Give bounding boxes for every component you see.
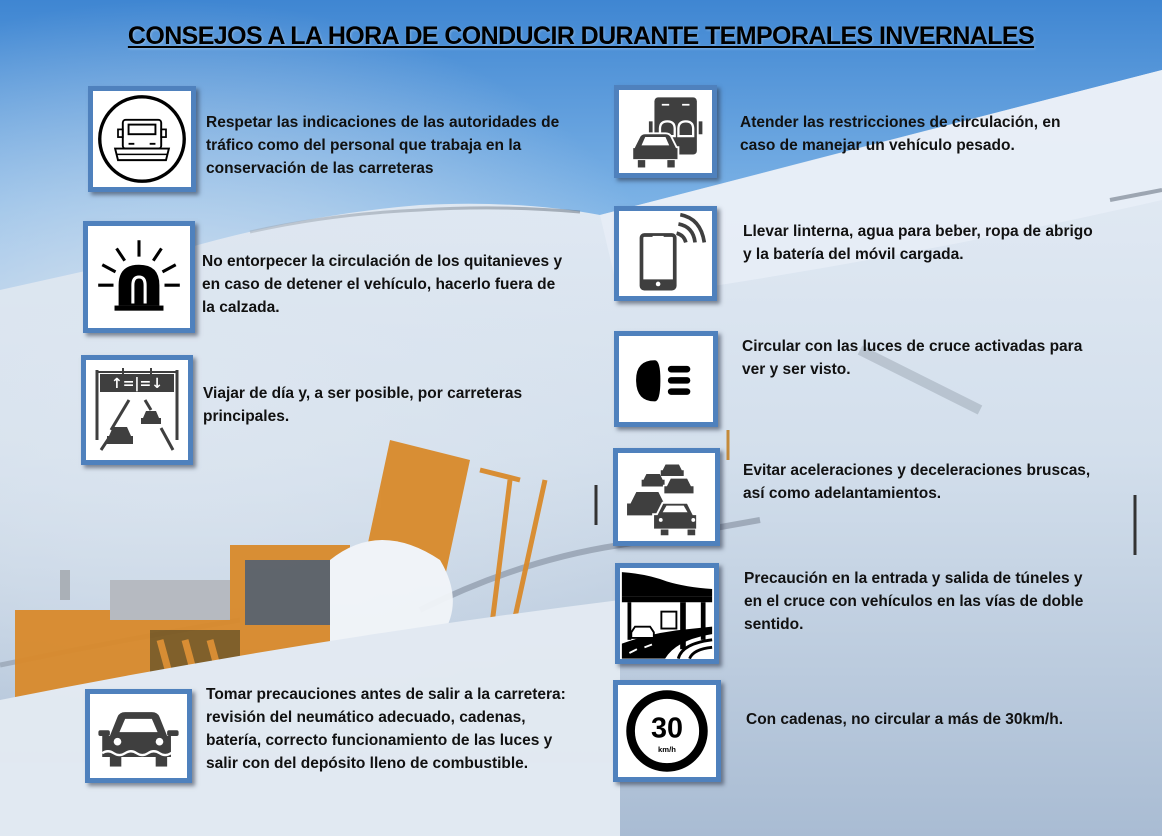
tip-text: Viajar de día y, a ser posible, por carreteras principales. bbox=[203, 385, 523, 425]
speed-limit-unit: km/h bbox=[658, 745, 676, 755]
tip-text: Tomar precauciones antes de salir a la carretera: revisión del neumático adecuado, cadenas, batería, correcto funcionamiento de las luces y salir con del depósito lleno de combustible. bbox=[206, 686, 566, 772]
snowplow-sign-icon bbox=[93, 91, 191, 187]
tip-card-traffic bbox=[613, 448, 720, 546]
truck-car-icon bbox=[619, 90, 712, 173]
page-title: CONSEJOS A LA HORA DE CONDUCIR DURANTE TEMPORALES INVERNALES bbox=[127, 22, 1035, 50]
tip-card-car-check bbox=[85, 689, 192, 783]
tip-card-truck bbox=[614, 85, 717, 178]
car-check-icon bbox=[90, 694, 187, 778]
traffic-jam-icon bbox=[618, 453, 715, 541]
tip-card-headlights bbox=[614, 331, 718, 427]
speed-limit-icon bbox=[618, 685, 716, 777]
tip-card-tunnel bbox=[615, 563, 719, 664]
svg-text:↑=|=↓: ↑=|=↓ bbox=[110, 376, 164, 392]
tip-text: Respetar las indicaciones de las autoridades de tráfico como del personal que trabaja en la conservación de las carreteras bbox=[206, 114, 560, 177]
speed-limit-value: 30 bbox=[651, 712, 683, 745]
tip-text: Atender las restricciones de circulación, en caso de manejar un vehículo pesado. bbox=[740, 114, 1061, 154]
tip-text: Con cadenas, no circular a más de 30km/h. bbox=[746, 711, 1064, 728]
tip-text: Circular con las luces de cruce activadas para ver y ser visto. bbox=[742, 338, 1083, 378]
mobile-phone-icon bbox=[619, 211, 712, 296]
dipped-headlights-icon bbox=[619, 336, 713, 422]
tip-card-beacon bbox=[83, 221, 195, 333]
tip-card-phone bbox=[614, 206, 717, 301]
tip-card-highway bbox=[81, 355, 193, 465]
tip-card-speed bbox=[613, 680, 721, 782]
tip-card-snowplow bbox=[88, 86, 196, 192]
tunnel-icon bbox=[620, 568, 714, 659]
tip-text: Evitar aceleraciones y deceleraciones bruscas, así como adelantamientos. bbox=[743, 462, 1091, 502]
tip-text: Llevar linterna, agua para beber, ropa de abrigo y la batería del móvil cargada. bbox=[743, 223, 1093, 263]
beacon-light-icon bbox=[88, 226, 190, 328]
highway-lanes-icon bbox=[86, 360, 188, 460]
tip-text: No entorpecer la circulación de los quitanieves y en caso de detener el vehículo, hacerlo fuera de la calzada. bbox=[202, 253, 563, 316]
tip-text: Precaución en la entrada y salida de túneles y en el cruce con vehículos en las vías de doble sentido. bbox=[744, 570, 1084, 633]
